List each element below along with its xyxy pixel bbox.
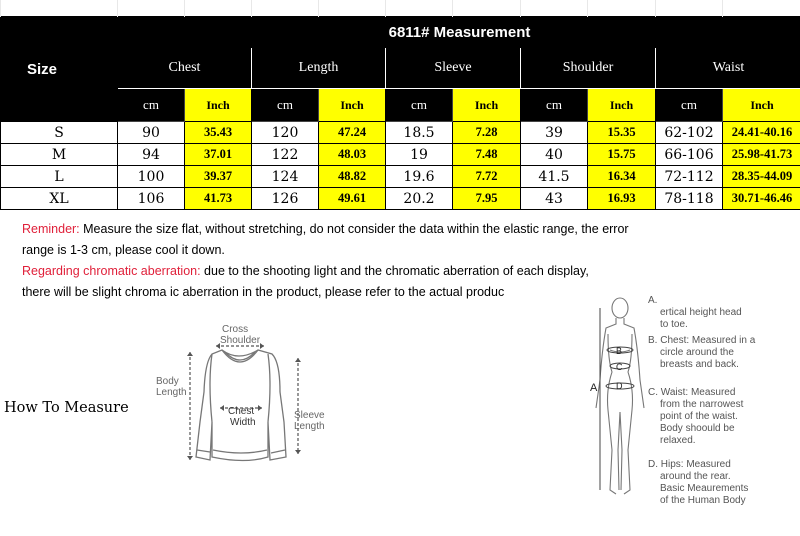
size-cell: XL xyxy=(1,188,118,210)
length-cm-cell: 120 xyxy=(252,122,319,144)
unit-row xyxy=(1,89,800,122)
body-note xyxy=(648,335,755,371)
reminder-label: Reminder: xyxy=(22,222,80,236)
body-note-line: Basic Meaurements xyxy=(660,483,749,494)
size-chart-table xyxy=(0,0,800,210)
body-note xyxy=(648,459,748,507)
body-note-line: of the Human Body xyxy=(660,495,746,506)
length-inch-cell: 48.03 xyxy=(319,144,386,166)
chest-inch-cell: 35.43 xyxy=(185,122,252,144)
body-note-line: B. Chest: Measured in a xyxy=(648,335,756,346)
chest-cm-cell: 94 xyxy=(118,144,185,166)
unit-inch: Inch xyxy=(723,89,800,122)
table-row xyxy=(1,122,800,144)
length-cm-cell: 122 xyxy=(252,144,319,166)
shoulder-cm-cell: 41.5 xyxy=(521,166,588,188)
body-note-line: D. Hips: Measured xyxy=(648,459,731,470)
marker-b: B xyxy=(616,346,623,356)
waist-inch-cell: 30.71-46.46 xyxy=(723,188,800,210)
human-body-icon xyxy=(580,290,652,510)
waist-header: Waist xyxy=(656,48,800,89)
shoulder-cm-cell: 40 xyxy=(521,144,588,166)
unit-inch: Inch xyxy=(185,89,252,122)
waist-inch-cell: 28.35-44.09 xyxy=(723,166,800,188)
body-note-line: to toe. xyxy=(660,319,688,330)
chest-header: Chest xyxy=(118,48,252,89)
length-header: Length xyxy=(252,48,386,89)
shoulder-cm-cell: 39 xyxy=(521,122,588,144)
sleeve-inch-cell: 7.28 xyxy=(453,122,521,144)
chromatic-text-1: due to the shooting light and the chromatic aberration of each display, xyxy=(200,264,589,278)
shoulder-inch-cell: 16.93 xyxy=(588,188,656,210)
body-note-line: ertical height head xyxy=(660,307,742,318)
chest-cm-cell: 100 xyxy=(118,166,185,188)
unit-inch: Inch xyxy=(319,89,386,122)
cross-shoulder-label-2: Shoulder xyxy=(220,335,261,346)
size-cell: M xyxy=(1,144,118,166)
reminder-line-2 xyxy=(22,240,225,261)
body-length-label-1: Body xyxy=(156,376,179,387)
body-note-line: C. Waist: Measured xyxy=(648,387,736,398)
body-note-line: relaxed. xyxy=(660,435,696,446)
shoulder-cm-cell: 43 xyxy=(521,188,588,210)
body-note-line: point of the waist. xyxy=(660,411,738,422)
body-figure xyxy=(580,290,652,510)
shoulder-inch-cell: 15.35 xyxy=(588,122,656,144)
table-row xyxy=(1,188,800,210)
cross-shoulder-label xyxy=(220,324,260,346)
size-header: Size xyxy=(1,17,118,122)
length-cm-cell: 124 xyxy=(252,166,319,188)
sleeve-header: Sleeve xyxy=(386,48,521,89)
marker-a: A xyxy=(590,382,598,394)
unit-inch: Inch xyxy=(588,89,656,122)
column-header-row xyxy=(1,48,800,89)
unit-cm: cm xyxy=(656,89,723,122)
body-length-label xyxy=(156,376,187,398)
chest-inch-cell: 37.01 xyxy=(185,144,252,166)
body-note-line: breasts and back. xyxy=(660,359,739,370)
top-gap-row xyxy=(1,0,800,17)
body-note xyxy=(648,387,743,447)
body-note xyxy=(648,295,742,331)
unit-cm: cm xyxy=(521,89,588,122)
length-cm-cell: 126 xyxy=(252,188,319,210)
chromatic-line-2 xyxy=(22,282,504,303)
length-inch-cell: 47.24 xyxy=(319,122,386,144)
waist-inch-cell: 24.41-40.16 xyxy=(723,122,800,144)
chest-width-label-1: Chest xyxy=(228,406,255,417)
body-note-line: Body shoould be xyxy=(660,423,735,434)
cross-shoulder-label-1: Cross xyxy=(222,324,249,335)
waist-cm-cell: 78-118 xyxy=(656,188,723,210)
sweater-sketch-icon xyxy=(150,322,340,482)
table-row xyxy=(1,166,800,188)
shoulder-inch-cell: 16.34 xyxy=(588,166,656,188)
unit-cm: cm xyxy=(252,89,319,122)
body-length-label-2: Length xyxy=(156,387,187,398)
sleeve-cm-cell: 18.5 xyxy=(386,122,453,144)
unit-inch: Inch xyxy=(453,89,521,122)
unit-cm: cm xyxy=(386,89,453,122)
body-note-line: A. xyxy=(648,295,658,306)
waist-cm-cell: 72-112 xyxy=(656,166,723,188)
shoulder-inch-cell: 15.75 xyxy=(588,144,656,166)
table-title: 6811# Measurement xyxy=(118,17,800,48)
reminder-text-1: Measure the size flat, without stretching, do not consider the data within the elastic range, the error xyxy=(79,222,629,236)
waist-cm-cell: 66-106 xyxy=(656,144,723,166)
sleeve-length-label-2: Length xyxy=(294,421,325,432)
body-note-line: circle around the xyxy=(660,347,734,358)
shoulder-header: Shoulder xyxy=(521,48,656,89)
sleeve-cm-cell: 20.2 xyxy=(386,188,453,210)
chromatic-label: Regarding chromatic aberration: xyxy=(22,264,201,278)
table-row xyxy=(1,144,800,166)
title-row xyxy=(1,17,800,48)
chest-width-label-2: Width xyxy=(230,417,256,428)
sleeve-length-label xyxy=(294,410,325,432)
reminder-line-1 xyxy=(22,219,629,240)
sleeve-cm-cell: 19 xyxy=(386,144,453,166)
size-cell: S xyxy=(1,122,118,144)
body-note-line: around the rear. xyxy=(660,471,731,482)
length-inch-cell: 48.82 xyxy=(319,166,386,188)
sleeve-cm-cell: 19.6 xyxy=(386,166,453,188)
sleeve-length-label-1: Sleeve xyxy=(294,410,325,421)
marker-c: C xyxy=(616,362,623,372)
waist-inch-cell: 25.98-41.73 xyxy=(723,144,800,166)
waist-cm-cell: 62-102 xyxy=(656,122,723,144)
chest-cm-cell: 90 xyxy=(118,122,185,144)
sleeve-inch-cell: 7.95 xyxy=(453,188,521,210)
how-to-measure-label: How To Measure xyxy=(4,400,129,416)
chromatic-line-1 xyxy=(22,261,589,282)
chromatic-text-2: there will be slight chroma ic aberration in the product, please refer to the actual produc xyxy=(22,285,505,299)
chest-width-label xyxy=(228,406,256,428)
chest-cm-cell: 106 xyxy=(118,188,185,210)
unit-cm: cm xyxy=(118,89,185,122)
garment-diagram xyxy=(150,322,340,482)
sleeve-inch-cell: 7.72 xyxy=(453,166,521,188)
marker-d: D xyxy=(616,381,623,391)
chest-inch-cell: 41.73 xyxy=(185,188,252,210)
reminder-text-2: range is 1-3 cm, please cool it down. xyxy=(22,243,225,257)
length-inch-cell: 49.61 xyxy=(319,188,386,210)
chest-inch-cell: 39.37 xyxy=(185,166,252,188)
body-note-line: from the narrowest xyxy=(660,399,744,410)
size-cell: L xyxy=(1,166,118,188)
sleeve-inch-cell: 7.48 xyxy=(453,144,521,166)
